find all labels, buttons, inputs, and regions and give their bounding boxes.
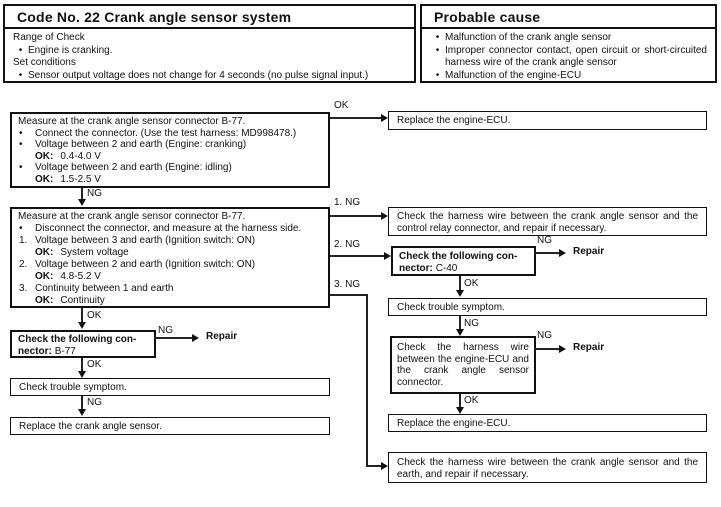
connector-line [330,215,382,217]
repair-label: Repair [573,246,605,257]
range-label: Range of Check [13,32,85,43]
bullet-icon: • [19,139,23,150]
bullet-icon: • [435,44,440,56]
connector-line [330,294,368,296]
measure2-ok-value: OK: System voltage [35,247,129,258]
connector-line [459,394,461,408]
bullet-icon: • [19,162,23,173]
check-connector-b77-box: Check the following con- nector: B-77 [10,330,156,358]
code-header-box [3,4,416,83]
connector-line [330,255,385,257]
ok-label: OK [87,310,102,321]
range-of-check-body [5,29,414,82]
bullet-icon: • [18,44,23,56]
measure2-title: Measure at the crank angle sensor connector B-77. [18,211,246,222]
connector-line [81,308,83,323]
check-trouble-symptom-left-box: Check trouble symptom. [10,378,330,396]
cause-item: • Malfunction of the crank angle sensor [430,32,709,45]
repair-label: Repair [573,342,605,353]
set-conditions-label: Set conditions [13,57,76,68]
arrowhead-icon [381,212,388,220]
cause-item: • Improper connector contact, open circuit or short-circuited harness wire of the crank angle sensor [430,45,709,70]
check-trouble-symptom-right-box: Check trouble symptom. [388,298,707,316]
measure-harness-side-box [10,207,330,308]
ng-label: NG [464,318,479,329]
bullet-icon: • [18,69,23,81]
connector-line [534,252,559,254]
connector-line [81,396,83,410]
ok-label: OK [464,278,479,289]
ng3-label: 3. NG [334,279,361,290]
measure1-ok-value: OK: 1.5-2.5 V [35,173,101,185]
measure1-item: • Voltage between 2 and earth (Engine: cranking) [19,139,247,150]
arrowhead-icon [456,329,464,336]
arrowhead-icon [192,334,199,342]
ok-label: OK [464,395,479,406]
measure1-item: • Connect the connector. (Use the test harness: MD998478.) [19,127,297,139]
arrowhead-icon [78,371,86,378]
arrowhead-icon [384,252,391,260]
arrowhead-icon [456,290,464,297]
connector-line [154,337,192,339]
connector-line [81,358,83,372]
connector-line [534,348,559,350]
bullet-icon: • [19,223,23,234]
probable-cause-body [422,29,715,82]
set-conditions-item: • Sensor output voltage does not change for 4 seconds (no pulse signal input.) [13,70,408,83]
ng2-label: 2. NG [334,239,361,250]
arrowhead-icon [78,199,86,206]
cause-item: • Malfunction of the engine-ECU [430,70,709,83]
bullet-icon: • [435,32,440,43]
connector-line [330,117,382,119]
repair-label: Repair [206,331,238,342]
arrowhead-icon [381,114,388,122]
bullet-icon: • [19,127,23,139]
check-connector-c40-box: Check the following con- nector: C-40 [391,246,536,276]
measure2-step: 1. Voltage between 3 and earth (Ignition switch: ON) [19,235,256,246]
ng-label: NG [87,397,102,408]
ok-label: OK [334,100,349,111]
measure2-item: • Disconnect the connector, and measure at the harness side. [19,223,302,234]
replace-engine-ecu-mid-box: Replace the engine-ECU. [388,414,707,432]
measure2-step: 2. Voltage between 2 and earth (Ignition switch: ON) [19,259,256,270]
ng-label: NG [158,325,173,336]
arrowhead-icon [78,409,86,416]
harness-control-relay-box: Check the harness wire between the crank angle sensor and the control relay connector, and repair if necessary. [388,207,707,236]
probable-cause-box [420,4,717,83]
measure1-title: Measure at the crank angle sensor connector B-77. [18,116,246,127]
measure2-ok-value: OK: 4.8-5.2 V [35,271,101,282]
range-item: • Engine is cranking. [13,45,408,58]
arrowhead-icon [381,462,388,470]
harness-engine-ecu-box: Check the harness wire between the engine-ECU and the crank angle sensor connector. [390,336,536,394]
measure2-ok-value: OK: Continuity [35,295,105,306]
arrowhead-icon [559,249,566,257]
connector-line [366,294,368,467]
ok-label: OK [87,359,102,370]
replace-engine-ecu-top-box: Replace the engine-ECU. [388,111,707,130]
bullet-icon: • [435,69,440,81]
measure1-item: • Voltage between 2 and earth (Engine: idling) [19,162,232,173]
arrowhead-icon [559,345,566,353]
ng-label: NG [537,330,552,341]
harness-earth-box: Check the harness wire between the crank angle sensor and the earth, and repair if necessary. [388,452,707,483]
probable-cause-title: Probable cause [422,6,715,29]
ng-label: NG [87,188,102,199]
arrowhead-icon [456,407,464,414]
connector-line [366,465,382,467]
measure1-ok-value: OK: 0.4-4.0 V [35,150,101,162]
code-title: Code No. 22 Crank angle sensor system [5,6,414,29]
arrowhead-icon [78,322,86,329]
ng-label: NG [537,235,552,246]
ng1-label: 1. NG [334,197,361,208]
measure2-step: 3. Continuity between 1 and earth [19,283,174,294]
replace-crank-angle-sensor-box: Replace the crank angle sensor. [10,417,330,435]
measure-connector-b77-box [10,112,330,188]
